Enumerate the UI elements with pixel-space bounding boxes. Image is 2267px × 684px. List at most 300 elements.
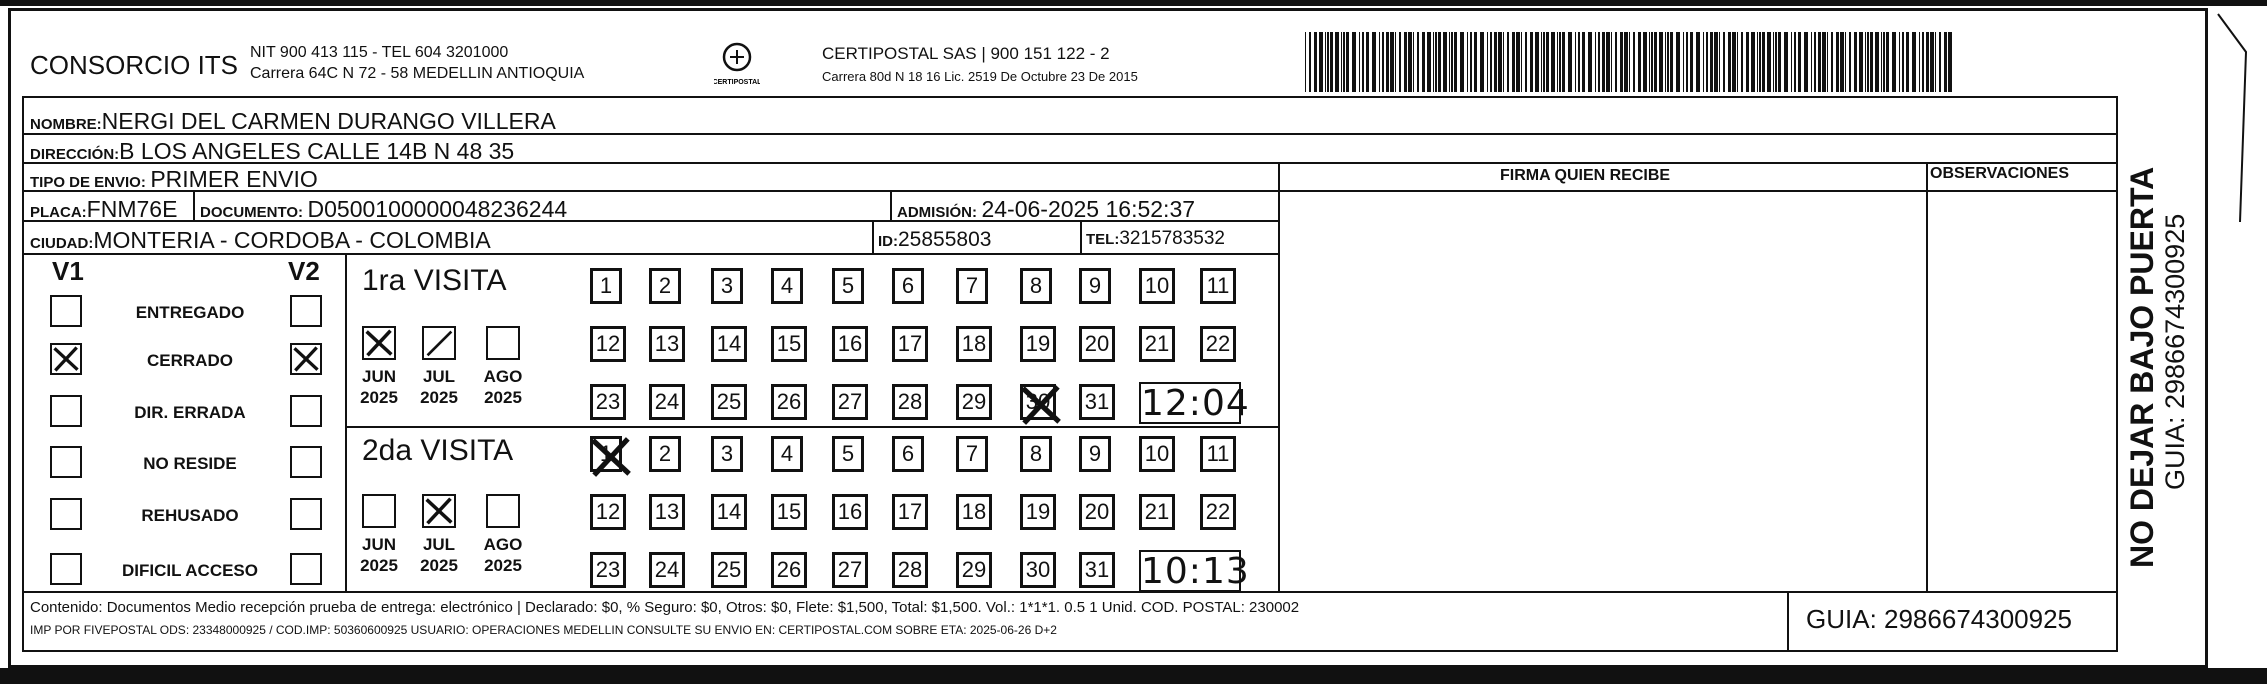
footer-print-info: IMP POR FIVEPOSTAL ODS: 23348000925 / COD.IMP: 50360600925 USUARIO: OPERACIONES MEDELLIN CONSULTE SU ENVIO EN: CERTIPOSTAL.COM SOBRE ETA: 2025-06-26 D+2 xyxy=(30,623,1057,637)
day-number: 30 xyxy=(1025,557,1051,582)
day-number: 21 xyxy=(1144,331,1170,356)
barcode-bar xyxy=(1435,32,1437,92)
barcode-bar xyxy=(1732,32,1736,92)
barcode-bar xyxy=(1667,32,1669,92)
day-number: 22 xyxy=(1205,331,1231,356)
status-label: DIFICIL ACCESO xyxy=(121,561,258,580)
barcode-bar xyxy=(1948,32,1952,92)
day-number: 27 xyxy=(837,389,863,414)
barcode-bar xyxy=(1791,32,1792,92)
rule-visit-split xyxy=(345,426,1278,428)
company-nit: NIT 900 413 115 - TEL 604 3201000 xyxy=(250,44,509,61)
day-number: 15 xyxy=(776,499,802,524)
barcode-bar xyxy=(1427,32,1431,92)
tear-flap xyxy=(2216,12,2266,232)
barcode-bar xyxy=(1362,32,1364,92)
first-visit-month-checkbox[interactable] xyxy=(422,326,456,360)
barcode-bar xyxy=(1719,32,1720,92)
month-year: 2025 xyxy=(484,388,522,408)
second-visit-day-box[interactable] xyxy=(956,436,988,472)
tel-value: 3215783532 xyxy=(1119,228,1225,249)
day-number: 19 xyxy=(1025,499,1051,524)
barcode-bar xyxy=(1676,32,1680,92)
day-number: 18 xyxy=(961,499,987,524)
rule-footer xyxy=(22,591,2118,593)
second-visit-month-label xyxy=(354,534,404,577)
first-visit-day-box[interactable] xyxy=(1200,268,1236,304)
second-visit-month-checkbox[interactable] xyxy=(486,494,520,528)
placa-value: FNM76E xyxy=(86,196,178,222)
day-number: 7 xyxy=(965,441,979,466)
barcode-bar xyxy=(1757,32,1758,92)
barcode-bar xyxy=(1460,32,1464,92)
month-name: JUN xyxy=(361,367,396,386)
first-visit-day-box[interactable] xyxy=(1200,326,1236,362)
first-visit-day-box[interactable] xyxy=(1139,326,1175,362)
barcode-bar xyxy=(1881,32,1882,92)
first-visit-day-box[interactable] xyxy=(956,268,988,304)
barcode-bar xyxy=(1714,32,1718,92)
month-year: 2025 xyxy=(360,388,398,408)
footer-guia: GUIA: 2986674300925 xyxy=(1806,604,2072,634)
barcode-bar xyxy=(1633,32,1635,92)
first-visit-day-box[interactable] xyxy=(956,326,992,362)
first-visit-day-box[interactable] xyxy=(832,268,864,304)
barcode-bar xyxy=(1638,32,1641,92)
barcode-bar xyxy=(1930,32,1934,92)
barcode-bar xyxy=(1490,32,1492,92)
month-year: 2025 xyxy=(420,556,458,576)
rule-status-visits xyxy=(345,253,347,591)
second-visit-day-box[interactable] xyxy=(711,436,743,472)
footer-content: Contenido: Documentos Medio recepción prueba de entrega: electrónico | Declarado: $0, % Seguro: $0, Otros: $0, Flete: $1,500, Total: $1,500. Vol.: 1*1*1. 0.5 1 Unid. COD. POSTAL: 230002 xyxy=(30,599,1300,616)
v2-checkbox[interactable] xyxy=(290,295,322,327)
rule-ciudad xyxy=(22,253,1278,255)
v1-checkbox[interactable] xyxy=(50,295,82,327)
barcode-bar xyxy=(1883,32,1885,92)
barcode-bar xyxy=(1944,32,1947,92)
id-row: ID:25855803 xyxy=(878,228,992,251)
v1-checkbox[interactable] xyxy=(50,498,82,530)
day-number: 14 xyxy=(716,331,742,356)
v2-checkbox[interactable] xyxy=(290,446,322,478)
direccion-value: B LOS ANGELES CALLE 14B N 48 35 xyxy=(119,138,515,164)
month-name: AGO xyxy=(483,367,523,386)
barcode-bar xyxy=(1325,32,1326,92)
day-number: 10 xyxy=(1144,441,1170,466)
barcode-bar xyxy=(1849,32,1851,92)
v1-checkbox[interactable] xyxy=(50,446,82,478)
barcode-bar xyxy=(1516,32,1520,92)
v1-checkbox[interactable] xyxy=(50,343,82,375)
month-name: JUN xyxy=(361,535,396,554)
rule-bottom xyxy=(22,650,2118,652)
barcode-bar xyxy=(1327,32,1329,92)
barcode-bar xyxy=(1422,32,1425,92)
first-visit-day-box[interactable] xyxy=(590,384,626,420)
barcode-bar xyxy=(1521,32,1522,92)
month-name: AGO xyxy=(483,535,523,554)
v1-checkbox[interactable] xyxy=(50,395,82,427)
documento-value: D0500100000048236244 xyxy=(307,196,568,222)
barcode-bar xyxy=(1746,32,1749,92)
second-visit-day-box[interactable] xyxy=(649,552,685,588)
barcode-bar xyxy=(1606,32,1610,92)
second-visit-day-box[interactable] xyxy=(1139,436,1175,472)
second-visit-day-box[interactable] xyxy=(1020,494,1056,530)
day-cross-mark xyxy=(589,435,633,479)
first-visit-day-box[interactable] xyxy=(590,268,622,304)
second-visit-day-box[interactable] xyxy=(1079,552,1115,588)
first-visit-month-checkbox[interactable] xyxy=(362,326,396,360)
barcode-bar xyxy=(1706,32,1708,92)
barcode-bar xyxy=(1859,32,1863,92)
barcode-bar xyxy=(1541,32,1542,92)
barcode-bar xyxy=(1751,32,1755,92)
second-visit-day-box[interactable] xyxy=(892,436,924,472)
barcode-bar xyxy=(1503,32,1504,92)
second-visit-day-box[interactable] xyxy=(1020,552,1056,588)
day-number: 12 xyxy=(595,331,621,356)
day-number: 29 xyxy=(961,389,987,414)
barcode-bar xyxy=(1568,32,1572,92)
second-visit-day-box[interactable] xyxy=(771,494,807,530)
barcode-bar xyxy=(1525,32,1527,92)
first-visit-title: 1ra VISITA xyxy=(362,264,507,297)
second-visit-day-box[interactable] xyxy=(892,552,928,588)
day-number: 23 xyxy=(595,389,621,414)
second-visit-day-box[interactable] xyxy=(590,436,622,472)
second-visit-day-box[interactable] xyxy=(649,494,685,530)
barcode-bar xyxy=(1728,32,1731,92)
day-number: 2 xyxy=(658,441,672,466)
first-visit-day-box[interactable] xyxy=(649,326,685,362)
barcode-bar xyxy=(1778,32,1781,92)
barcode-bar xyxy=(1314,32,1317,92)
barcode-bar xyxy=(1836,32,1839,92)
barcode-bar xyxy=(1551,32,1555,92)
v2-checkbox[interactable] xyxy=(290,395,322,427)
barcode-bar xyxy=(1470,32,1472,92)
barcode-bar xyxy=(1449,32,1450,92)
day-cross-mark xyxy=(1019,383,1063,427)
day-number: 16 xyxy=(837,331,863,356)
barcode-bar xyxy=(1386,32,1389,92)
barcode-bar xyxy=(1696,32,1700,92)
ciudad-value: MONTERIA - CORDOBA - COLOMBIA xyxy=(93,227,491,253)
day-number: 17 xyxy=(897,499,923,524)
barcode-bar xyxy=(1588,32,1592,92)
barcode-bar xyxy=(1822,32,1826,92)
barcode-bar xyxy=(1335,32,1339,92)
day-number: 20 xyxy=(1084,331,1110,356)
v2-checkbox[interactable] xyxy=(290,498,322,530)
barcode-bar xyxy=(1865,32,1866,92)
barcode-bar xyxy=(1543,32,1545,92)
barcode-bar xyxy=(1926,32,1929,92)
second-visit-day-box[interactable] xyxy=(1079,436,1111,472)
status-label: ENTREGADO xyxy=(135,303,245,322)
barcode-bar xyxy=(1643,32,1647,92)
barcode-bar xyxy=(1352,32,1356,92)
barcode-bar xyxy=(1346,32,1349,92)
barcode-bar xyxy=(1922,32,1924,92)
barcode-bar xyxy=(1767,32,1771,92)
day-number: 4 xyxy=(780,441,794,466)
first-visit-time-box[interactable]: 12:04 xyxy=(1141,383,1250,424)
no-dejar-notice: NO DEJAR BAJO PUERTA xyxy=(2124,166,2160,568)
day-number: 26 xyxy=(776,389,802,414)
barcode-bar xyxy=(1683,32,1684,92)
rule-left xyxy=(22,96,24,651)
second-visit-day-box[interactable] xyxy=(1079,494,1115,530)
barcode-bar xyxy=(1899,32,1900,92)
nombre-row: NOMBRE:NERGI DEL CARMEN DURANGO VILLERA xyxy=(30,108,556,134)
v2-checkbox[interactable] xyxy=(290,553,322,585)
first-visit-day-box[interactable] xyxy=(711,268,743,304)
status-label: DIR. ERRADA xyxy=(134,403,246,422)
barcode-bar xyxy=(1598,32,1600,92)
barcode-bar xyxy=(1654,32,1657,92)
second-visit-day-box[interactable] xyxy=(832,494,868,530)
day-number: 30 xyxy=(1025,389,1051,414)
barcode-bar xyxy=(1474,32,1477,92)
day-number: 2 xyxy=(658,273,672,298)
first-visit-month-checkbox[interactable] xyxy=(486,326,520,360)
status-label: CERRADO xyxy=(147,351,233,370)
barcode-bar xyxy=(1919,32,1920,92)
barcode-bar xyxy=(1686,32,1688,92)
day-number: 4 xyxy=(780,273,794,298)
day-number: 20 xyxy=(1084,499,1110,524)
second-visit-day-box[interactable] xyxy=(1200,494,1236,530)
barcode-bar xyxy=(1582,32,1585,92)
second-visit-month-checkbox[interactable] xyxy=(362,494,396,528)
first-visit-day-box[interactable] xyxy=(832,384,868,420)
barcode-bar xyxy=(1404,32,1407,92)
second-visit-day-box[interactable] xyxy=(892,494,928,530)
barcode-bar xyxy=(1620,32,1623,92)
barcode-bar xyxy=(1595,32,1596,92)
day-number: 9 xyxy=(1088,273,1102,298)
month-year: 2025 xyxy=(484,556,522,576)
day-number: 25 xyxy=(716,389,742,414)
first-visit-day-box[interactable] xyxy=(892,384,928,420)
barcode-bar xyxy=(1319,32,1323,92)
day-number: 3 xyxy=(720,441,734,466)
barcode-bar xyxy=(1530,32,1533,92)
barcode-bar xyxy=(1784,32,1788,92)
barcode-bar xyxy=(1438,32,1441,92)
barcode-bar xyxy=(1467,32,1468,92)
barcode-bar xyxy=(1723,32,1725,92)
barcode-bar xyxy=(1611,32,1612,92)
barcode-bar xyxy=(1670,32,1673,92)
first-visit-day-box[interactable] xyxy=(892,326,928,362)
first-visit-day-box[interactable] xyxy=(956,384,992,420)
second-visit-day-box[interactable] xyxy=(771,436,803,472)
day-number: 16 xyxy=(837,499,863,524)
first-visit-day-box[interactable] xyxy=(711,326,747,362)
barcode-bar xyxy=(1395,32,1396,92)
rule-id-tel xyxy=(1080,220,1082,253)
barcode-bar xyxy=(1546,32,1549,92)
barcode-bar xyxy=(1935,32,1936,92)
first-visit-day-box[interactable] xyxy=(892,268,924,304)
v1-checkbox[interactable] xyxy=(50,553,82,585)
day-number: 13 xyxy=(654,331,680,356)
second-visit-day-box[interactable] xyxy=(1020,436,1052,472)
barcode-bar xyxy=(1575,32,1576,92)
barcode-bar xyxy=(1659,32,1663,92)
documento-row: DOCUMENTO: D0500100000048236244 xyxy=(200,196,568,222)
barcode-bar xyxy=(1379,32,1380,92)
carrier-address: Carrera 80d N 18 16 Lic. 2519 De Octubre 23 De 2015 xyxy=(822,69,1138,84)
rule-ciudad-id xyxy=(872,220,874,253)
first-visit-day-box[interactable] xyxy=(1020,384,1056,420)
id-value: 25855803 xyxy=(898,228,992,251)
barcode-bar xyxy=(1359,32,1360,92)
tel-row: TEL:3215783532 xyxy=(1086,228,1225,249)
day-number: 5 xyxy=(841,441,855,466)
barcode-bar xyxy=(1775,32,1777,92)
second-visit-day-box[interactable] xyxy=(711,552,747,588)
barcode-bar xyxy=(1814,32,1816,92)
first-visit-day-box[interactable] xyxy=(649,384,685,420)
barcode-bar xyxy=(1939,32,1941,92)
first-visit-day-box[interactable] xyxy=(590,326,626,362)
day-number: 31 xyxy=(1084,389,1110,414)
first-visit-day-box[interactable] xyxy=(1020,326,1056,362)
barcode-bar xyxy=(1578,32,1580,92)
day-number: 9 xyxy=(1088,441,1102,466)
first-visit-day-box[interactable] xyxy=(771,268,803,304)
barcode-bar xyxy=(1703,32,1704,92)
barcode-bar xyxy=(1451,32,1453,92)
barcode xyxy=(1305,32,1955,92)
second-visit-day-box[interactable] xyxy=(711,494,747,530)
barcode-bar xyxy=(1629,32,1630,92)
barcode-bar xyxy=(1867,32,1869,92)
first-visit-day-box[interactable] xyxy=(1020,268,1052,304)
barcode-bar xyxy=(1737,32,1738,92)
barcode-bar xyxy=(1845,32,1846,92)
barcode-bar xyxy=(1710,32,1713,92)
second-visit-day-box[interactable] xyxy=(649,436,681,472)
rule-firma-left xyxy=(1278,162,1280,591)
placa-row: PLACA:FNM76E xyxy=(30,196,178,222)
first-visit-day-box[interactable] xyxy=(1139,268,1175,304)
barcode-bar xyxy=(1651,32,1653,92)
barcode-bar xyxy=(1840,32,1844,92)
second-visit-day-box[interactable] xyxy=(956,552,992,588)
firma-header: FIRMA QUIEN RECIBE xyxy=(1500,167,1671,184)
day-number: 19 xyxy=(1025,331,1051,356)
second-visit-day-box[interactable] xyxy=(590,552,626,588)
barcode-bar xyxy=(1433,32,1434,92)
day-number: 11 xyxy=(1206,273,1230,298)
barcode-bar xyxy=(1886,32,1889,92)
day-number: 25 xyxy=(716,557,742,582)
second-visit-day-box[interactable] xyxy=(832,552,868,588)
day-number: 28 xyxy=(897,389,923,414)
observaciones-header: OBSERVACIONES xyxy=(1930,165,2069,182)
second-visit-time-box[interactable]: 10:13 xyxy=(1141,551,1250,592)
first-visit-day-box[interactable] xyxy=(711,384,747,420)
day-number: 10 xyxy=(1144,273,1170,298)
barcode-bar xyxy=(1870,32,1873,92)
bottom-border xyxy=(0,668,2267,684)
barcode-bar xyxy=(1557,32,1558,92)
day-number: 1 xyxy=(599,273,613,298)
barcode-bar xyxy=(1417,32,1419,92)
day-number: 6 xyxy=(901,441,915,466)
first-visit-day-box[interactable] xyxy=(832,326,868,362)
status-label: NO RESIDE xyxy=(143,454,237,473)
day-number: 24 xyxy=(654,557,680,582)
second-visit-day-box[interactable] xyxy=(771,552,807,588)
second-visit-month-label xyxy=(414,534,464,577)
barcode-bar xyxy=(1408,32,1412,92)
second-visit-day-box[interactable] xyxy=(1200,436,1236,472)
barcode-bar xyxy=(1341,32,1342,92)
day-number: 18 xyxy=(961,331,987,356)
first-visit-month-label xyxy=(478,366,528,409)
first-visit-day-box[interactable] xyxy=(1079,326,1115,362)
day-number: 31 xyxy=(1084,557,1110,582)
barcode-bar xyxy=(1480,32,1484,92)
day-number: 8 xyxy=(1029,441,1043,466)
barcode-bar xyxy=(1665,32,1666,92)
first-visit-day-box[interactable] xyxy=(1079,268,1111,304)
second-visit-month-checkbox[interactable] xyxy=(422,494,456,528)
second-visit-day-box[interactable] xyxy=(956,494,992,530)
rule-footer-guia xyxy=(1787,591,1789,650)
barcode-bar xyxy=(1562,32,1565,92)
day-number: 28 xyxy=(897,557,923,582)
second-visit-day-box[interactable] xyxy=(1139,494,1175,530)
barcode-bar xyxy=(1305,32,1306,92)
first-visit-day-box[interactable] xyxy=(771,326,807,362)
barcode-bar xyxy=(1602,32,1605,92)
barcode-bar xyxy=(1818,32,1821,92)
barcode-bar xyxy=(1454,32,1457,92)
barcode-bar xyxy=(1690,32,1693,92)
rule-placa-doc xyxy=(193,190,195,220)
month-year: 2025 xyxy=(360,556,398,576)
nombre-value: NERGI DEL CARMEN DURANGO VILLERA xyxy=(101,108,556,134)
rule-header xyxy=(22,96,2118,98)
barcode-bar xyxy=(1624,32,1628,92)
second-visit-day-box[interactable] xyxy=(590,494,626,530)
ciudad-row: CIUDAD:MONTERIA - CORDOBA - COLOMBIA xyxy=(30,227,491,253)
barcode-bar xyxy=(1399,32,1401,92)
barcode-bar xyxy=(1487,32,1488,92)
second-visit-day-box[interactable] xyxy=(832,436,864,472)
barcode-bar xyxy=(1794,32,1796,92)
admision-row: ADMISIÓN: 24-06-2025 16:52:37 xyxy=(897,196,1196,222)
side-guia: GUIA: 2986674300925 xyxy=(2160,213,2190,490)
first-visit-day-box[interactable] xyxy=(1079,384,1115,420)
first-visit-day-box[interactable] xyxy=(771,384,807,420)
barcode-bar xyxy=(1649,32,1650,92)
barcode-bar xyxy=(1330,32,1333,92)
barcode-bar xyxy=(1494,32,1497,92)
barcode-bar xyxy=(1762,32,1765,92)
first-visit-day-box[interactable] xyxy=(649,268,681,304)
v2-checkbox[interactable] xyxy=(290,343,322,375)
barcode-bar xyxy=(1759,32,1761,92)
